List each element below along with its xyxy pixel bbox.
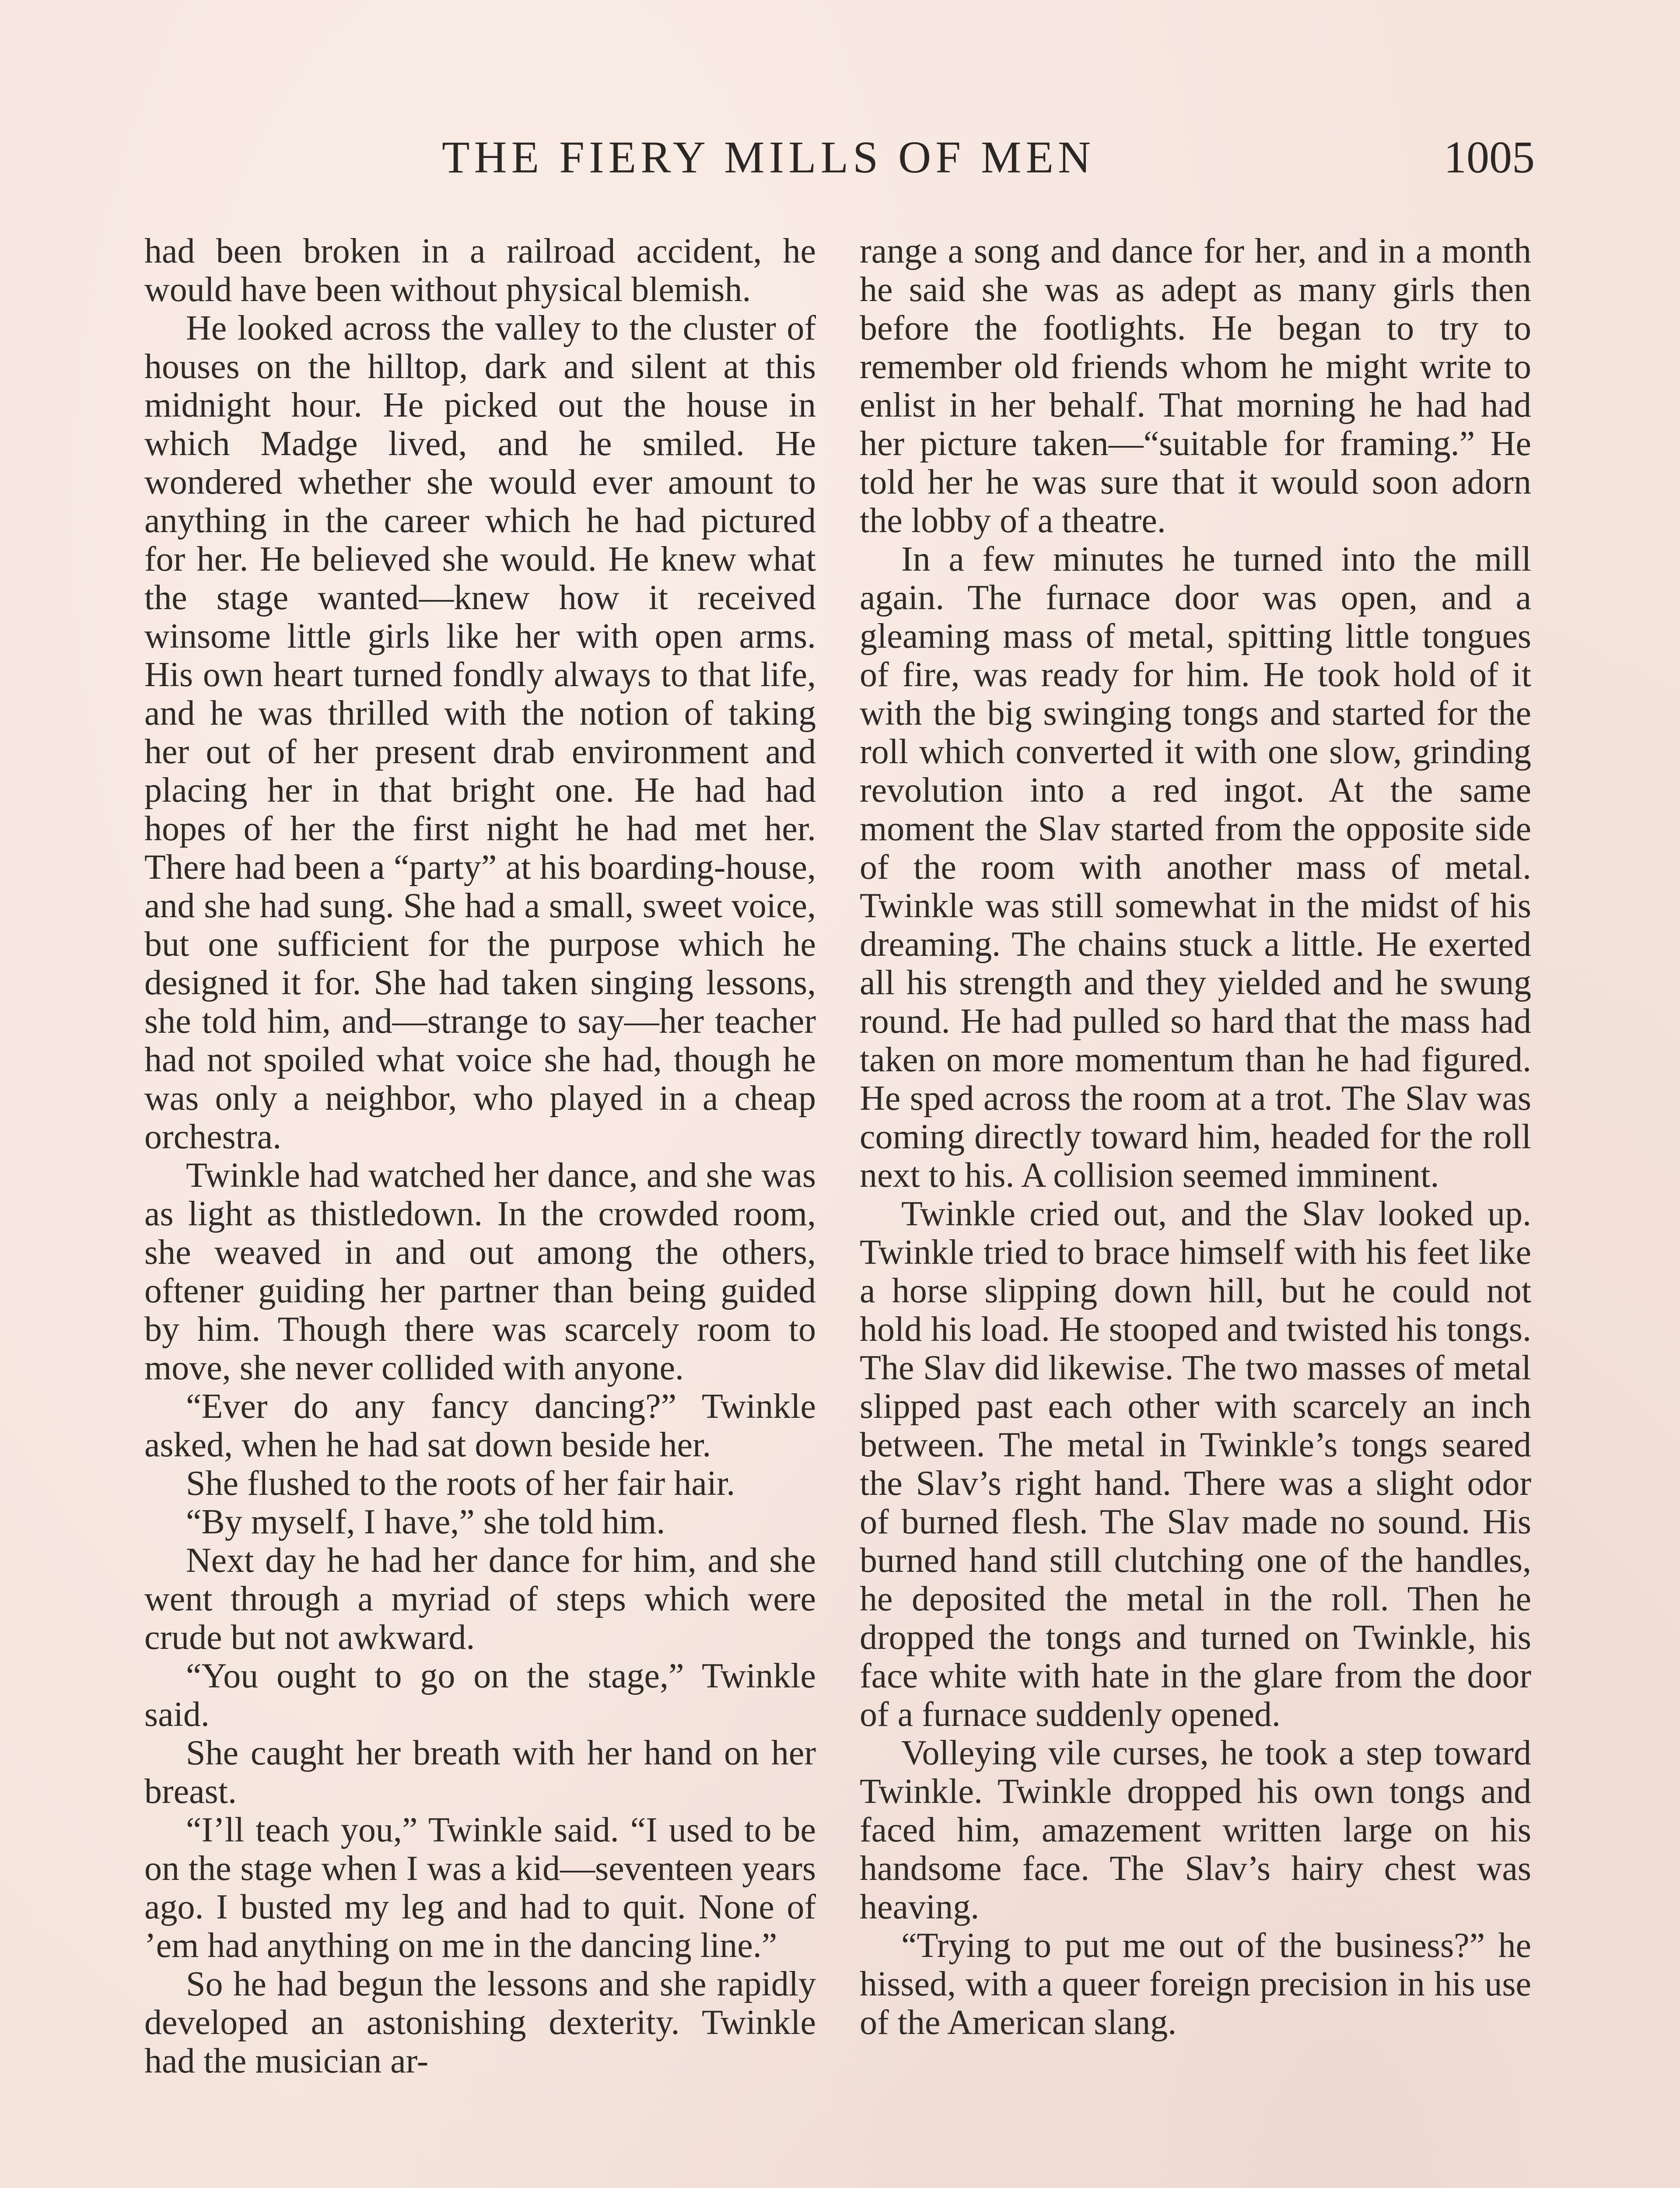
paragraph: In a few minutes he turned into the mill again. The furnace door was open, and a gleaming mass of metal, spitting little tongues of fire, was ready for him. He took hold of it with the big swinging tongs and started for the roll which converted it with one slow, grinding revolution into a red ingot. At the same moment the Slav started from the opposite side of the room with another mass of metal. Twinkle was still somewhat in the midst of his dreaming. The chains stuck a little. He exerted all his strength and they yielded and he swung round. He had pulled so hard that the mass had taken on more momentum than he had figured. He sped across the room at a trot. The Slav was coming directly toward him, headed for the roll next to his. A collision seemed imminent. (860, 540, 1531, 1195)
paragraph: range a song and dance for her, and in a month he said she was as adept as many girls then before the footlights. He began to try to remember old friends whom he might write to enlist in her behalf. That morning he had had her picture taken—“suitable for framing.” He told her he was sure that it would soon adorn the lobby of a theatre. (860, 232, 1531, 540)
paragraph: “You ought to go on the stage,” Twinkle said. (144, 1657, 816, 1734)
paragraph: Twinkle had watched her dance, and she was as light as thistledown. In the crowded room, she weaved in and out among the others, oftener guiding her partner than being guided by him. Though there was scarcely room to move, she never collided with anyone. (144, 1156, 816, 1387)
running-head-title: THE FIERY MILLS OF MEN (442, 132, 1096, 182)
paragraph: had been broken in a railroad accident, he would have been without physical blemish. (144, 232, 816, 309)
paragraph: “Trying to put me out of the business?” he hissed, with a queer foreign precision in his use of the American slang. (860, 1926, 1531, 2042)
paragraph: “By myself, I have,” she told him. (186, 1503, 665, 1541)
paragraph: “I’ll teach you,” Twinkle said. “I used to be on the stage when I was a kid—seventeen years ago. I busted my leg and had to quit. None of ’em had anything on me in the dancing line.” (144, 1811, 816, 1965)
paragraph: Next day he had her dance for him, and she went through a myriad of steps which were crude but not awkward. (144, 1541, 816, 1657)
paragraph: Volleying vile curses, he took a step toward Twinkle. Twinkle dropped his own tongs and faced him, amazement written large on his handsome face. The Slav’s hairy chest was heaving. (860, 1734, 1531, 1926)
paragraph: Twinkle cried out, and the Slav looked up. Twinkle tried to brace himself with his feet like a horse slipping down hill, but he could not hold his load. He stooped and twisted his tongs. The Slav did likewise. The two masses of metal slipped past each other with scarcely an inch between. The metal in Twinkle’s tongs seared the Slav’s right hand. There was a slight odor of burned flesh. The Slav made no sound. His burned hand still clutching one of the handles, he deposited the metal in the roll. Then he dropped the tongs and turned on Twinkle, his face white with hate in the glare from the door of a furnace suddenly opened. (860, 1195, 1531, 1734)
paragraph: She flushed to the roots of her fair hair. (186, 1464, 735, 1503)
paragraph: “Ever do any fancy dancing?” Twinkle asked, when he had sat down beside her. (144, 1387, 816, 1464)
paragraph: So he had begun the lessons and she rapidly developed an astonishing dexterity. Twinkle had the musician ar- (144, 1965, 816, 2080)
right-text-column (860, 232, 1531, 2042)
page-number: 1005 (1444, 132, 1535, 182)
paragraph: He looked across the valley to the cluster of houses on the hilltop, dark and silent at this midnight hour. He picked out the house in which Madge lived, and he smiled. He wondered whether she would ever amount to anything in the career which he had pictured for her. He believed she would. He knew what the stage wanted—knew how it received winsome little girls like her with open arms. His own heart turned fondly always to that life, and he was thrilled with the notion of taking her out of her present drab environment and placing her in that bright one. He had had hopes of her the first night he had met her. There had been a “party” at his boarding-house, and she had sung. She had a small, sweet voice, but one sufficient for the purpose which he designed it for. She had taken singing lessons, she told him, and—strange to say—her teacher had not spoiled what voice she had, though he was only a neighbor, who played in a cheap orchestra. (144, 309, 816, 1156)
left-text-column (144, 232, 816, 2080)
paragraph: She caught her breath with her hand on her breast. (144, 1734, 816, 1811)
